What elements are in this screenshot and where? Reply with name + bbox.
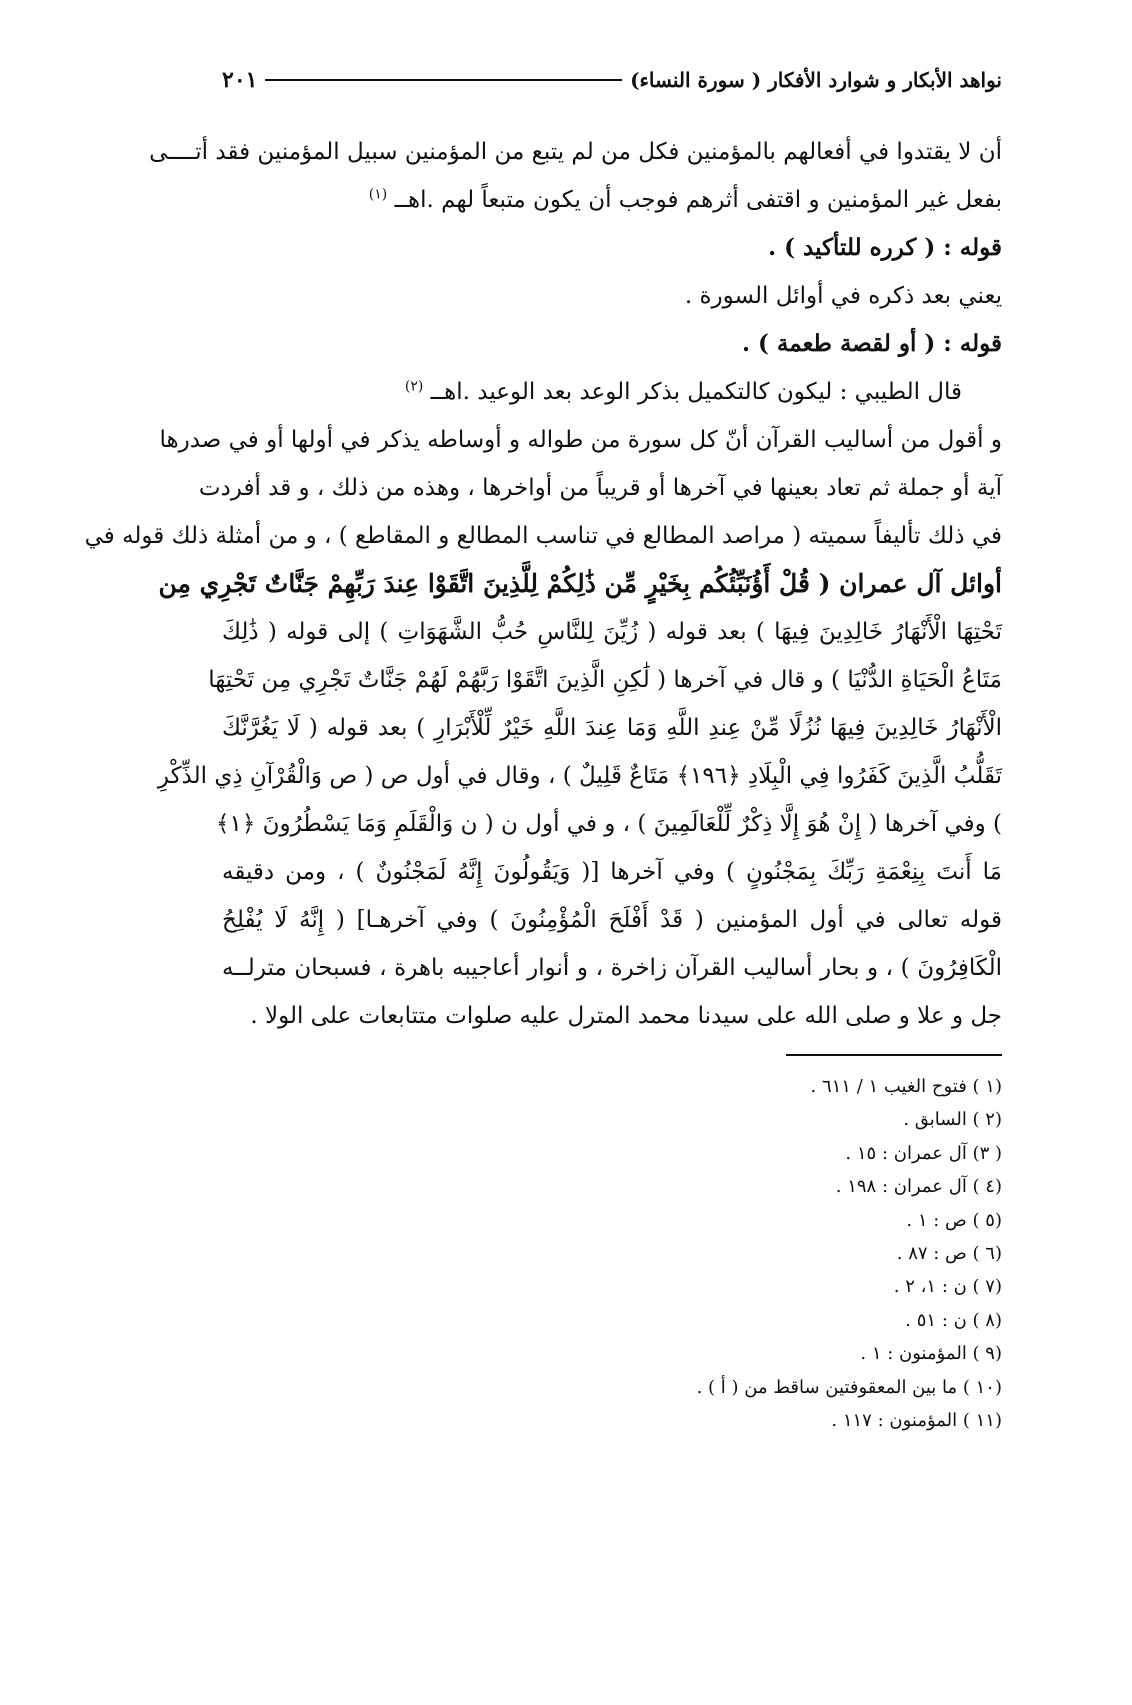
footnote: (٦ ) ص : ٨٧ . bbox=[896, 1242, 1002, 1264]
footnote: (٧ ) ن : ١، ٢ . bbox=[893, 1276, 1002, 1298]
footnote: (١١ ) المؤمنون : ١١٧ . bbox=[831, 1409, 1002, 1431]
text-line: أوائل آل عمران ( قُلْ أَؤُنَبِّئُكُم بِخَيْرٍ مِّن ذَٰلِكُمْ لِلَّذِينَ اتَّقَوْا عِندَ رَبِّهِمْ جَنَّاتٌ تَجْرِي مِن bbox=[158, 569, 1002, 598]
footnote: ( ٣) آل عمران : ١٥ . bbox=[845, 1142, 1002, 1164]
main-text bbox=[84, 128, 1002, 1040]
text-line: تَحْتِهَا الْأَنْهَارُ خَالِدِينَ فِيهَا ) بعد قوله ( زُيِّنَ لِلنَّاسِ حُبُّ الشَّهَوَاتِ ) إلى قوله ( ذَٰلِكَ bbox=[222, 619, 1002, 645]
text-line: في ذلك تأليفاً سميته ( مراصد المطالع في تناسب المطالع و المقاطع ) ، و من أمثلة ذلك قوله في bbox=[84, 523, 1002, 549]
text-line: مَا أَنتَ بِنِعْمَةِ رَبِّكَ بِمَجْنُونٍ ) وفي آخرها [( وَيَقُولُونَ إِنَّهُ لَمَجْنُونٌ ) ، ومن دقيقه bbox=[222, 859, 1002, 885]
text-line: مَتَاعُ الْحَيَاةِ الدُّنْيَا ) و قال في آخرها ( لَٰكِنِ الَّذِينَ اتَّقَوْا رَبَّهُمْ لَهُمْ جَنَّاتٌ تَجْرِي مِن تَحْتِهَا bbox=[208, 667, 1002, 693]
text-line: أن لا يقتدوا في أفعالهم بالمؤمنين فكل من لم يتبع من المؤمنين سبيل المؤمنين فقد أتــــى bbox=[149, 139, 1002, 165]
text-line: و أقول من أساليب القرآن أنّ كل سورة من طواله و أوساطه يذكر في أولها أو في صدرها bbox=[159, 427, 1002, 453]
running-header bbox=[222, 60, 1002, 100]
footnote: (٨ ) ن : ٥١ . bbox=[905, 1309, 1002, 1331]
text-line: آية أو جملة ثم تعاد بعينها في آخرها أو قريباً من أواخرها ، وهذه من ذلك ، و قد أفردت bbox=[198, 475, 1002, 501]
text-line: تَقَلُّبُ الَّذِينَ كَفَرُوا فِي الْبِلَادِ ﴿١٩٦﴾ مَتَاعٌ قَلِيلٌ ) ، وقال في أول ص ( ص وَالْقُرْآنِ ذِي الذِّكْرِ bbox=[157, 763, 1002, 789]
header-title: نواهد الأبكار و شوارد الأفكار ( سورة النساء) bbox=[630, 68, 1002, 92]
header-rule bbox=[265, 79, 622, 81]
footnote: (٤ ) آل عمران : ١٩٨ . bbox=[835, 1176, 1002, 1198]
footnote: (٢ ) السابق . bbox=[903, 1109, 1002, 1131]
section-heading: قوله : ( كرره للتأكيد ) . bbox=[768, 234, 1002, 261]
text-line: يعني بعد ذكره في أوائل السورة . bbox=[684, 283, 1002, 309]
footnote: (١٠ ) ما بين المعقوفتين ساقط من ( أ ) . bbox=[696, 1376, 1002, 1398]
text-line: الْكَافِرُونَ ) ، و بحار أساليب القرآن زاخرة ، و أنوار أعاجيبه باهرة ، فسبحان مترلــه bbox=[222, 955, 1002, 981]
text-line: الْأَنْهَارُ خَالِدِينَ فِيهَا نُزُلًا مِّنْ عِندِ اللَّهِ وَمَا عِندَ اللَّهِ خَيْرٌ لِّلْأَبْرَارِ ) بعد قوله ( لَا يَغُرَّنَّكَ bbox=[222, 715, 1002, 741]
text-line: قال الطيبي : ليكون كالتكميل بذكر الوعد بعد الوعيد .اهــ $^{(٢)}$ bbox=[404, 378, 962, 405]
text-line: قوله تعالى في أول المؤمنين ( قَدْ أَفْلَحَ الْمُؤْمِنُونَ ) وفي آخرهـا] ( إِنَّهُ لَا يُفْلِحُ bbox=[222, 907, 1002, 933]
section-heading: قوله : ( أو لقصة طعمة ) . bbox=[742, 330, 1002, 357]
text-line: بفعل غير المؤمنين و اقتفى أثرهم فوجب أن يكون متبعاً لهم .اهــ $^{(١)}$ bbox=[368, 186, 1002, 213]
footnote-ref: (١) bbox=[368, 186, 388, 203]
footnotes bbox=[600, 1070, 1002, 1437]
text-line: جل و علا و صلى الله على سيدنا محمد المترل عليه صلوات متتابعات على الولا . bbox=[250, 1003, 1002, 1029]
footnote-ref: (٢) bbox=[404, 378, 424, 395]
page-number: ٢٠١ bbox=[222, 67, 258, 93]
footnote: (٥ ) ص : ١ . bbox=[906, 1209, 1002, 1231]
footnote: (٩ ) المؤمنون : ١ . bbox=[860, 1343, 1002, 1365]
footnote: (١ ) فتوح الغيب ١ / ٦١١ . bbox=[810, 1076, 1002, 1097]
footnote-separator bbox=[786, 1054, 1002, 1056]
text-line: ) وفي آخرها ( إِنْ هُوَ إِلَّا ذِكْرٌ لِّلْعَالَمِينَ ) ، و في أول ن ( ن وَالْقَلَمِ وَمَا يَسْطُرُونَ ﴿١﴾ bbox=[216, 811, 1002, 837]
